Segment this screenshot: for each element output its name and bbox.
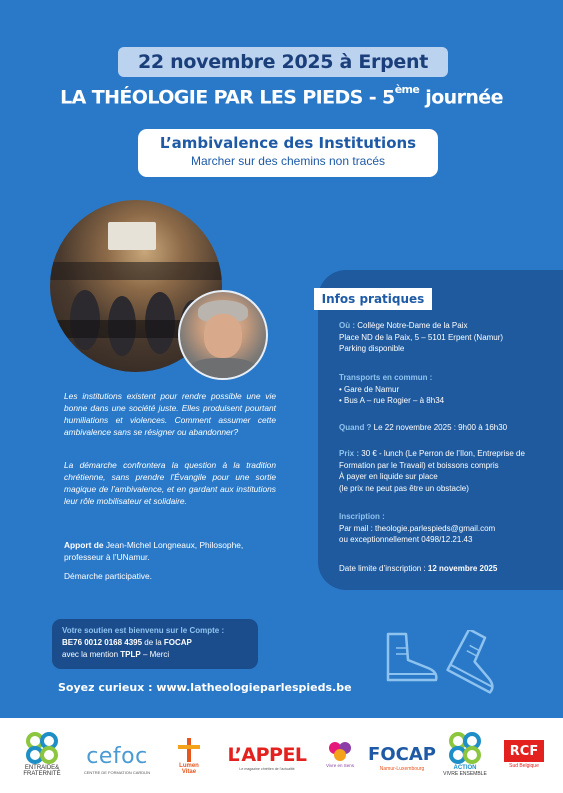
- title-end: journée: [419, 86, 503, 109]
- registration-line-2: ou exceptionnellement 0498/12.21.43: [339, 535, 473, 544]
- title-main: LA THÉOLOGIE PAR LES PIEDS - 5: [60, 86, 395, 109]
- theme-title: L’ambivalence des Institutions: [159, 134, 417, 152]
- lappel-logo: L’APPEL Le magazine chrétien de l’actualité: [227, 744, 307, 771]
- date-block: [339, 422, 554, 434]
- speaker-label: Apport de: [64, 540, 104, 550]
- location-line-2: Place ND de la Paix, 5 – 5101 Erpent (Namur): [339, 332, 504, 342]
- deadline-block: [339, 563, 554, 575]
- action-vivre-ensemble-logo: ACTION VIVRE ENSEMBLE: [440, 732, 490, 777]
- speaker-portrait: [178, 290, 268, 380]
- deadline-text: Date limite d’inscription :: [339, 564, 428, 573]
- focap-logo: FOCAP Namur-Luxembourg: [368, 744, 436, 772]
- speaker-text: Jean-Michel Longneaux, Philosophe, professeur à l’UNamur.: [64, 540, 244, 562]
- location-line-1: Collège Notre-Dame de la Paix: [355, 321, 468, 330]
- price-block: [339, 448, 554, 494]
- registration-line-1[interactable]: Par mail : theologie.parlespieds@gmail.com: [339, 523, 496, 533]
- action-vivre-ensemble-icon: [445, 732, 485, 764]
- support-account-line: BE76 0012 0168 4395 de la FOCAP: [62, 638, 192, 647]
- account-org: FOCAP: [163, 638, 192, 647]
- registration-block: [339, 511, 554, 546]
- when-text: Le 22 novembre 2025 : 9h00 à 16h30: [371, 423, 508, 432]
- event-title: [0, 83, 563, 109]
- account-number: BE76 0012 0168 4395: [62, 638, 143, 647]
- lumen-vitae-cross-icon: [178, 738, 200, 762]
- transport-block: [339, 372, 554, 407]
- info-heading: Infos pratiques: [314, 288, 432, 310]
- deadline-date: 12 novembre 2025: [427, 564, 498, 573]
- description-paragraph-1: Les institutions existent pour rendre possible une vie bonne dans une société juste. Elles produisent pourtant humiliations et violences. Comment assumer cette ambivalence sans se résigner ou abandonner?: [64, 391, 276, 437]
- transport-line-1: • Gare de Namur: [339, 384, 400, 394]
- theme-box: [138, 129, 438, 177]
- support-label: Votre soutien est bienvenu sur le Compte :: [62, 626, 225, 635]
- partner-logos: [0, 718, 563, 793]
- lumen-vitae-logo: Lumen Vitae: [164, 738, 214, 775]
- entraide-fraternite-logo: ENTRAIDE& FRATERNITÉ: [16, 732, 68, 777]
- vivre-en-sens-logo: Vivre en Sens: [318, 740, 362, 768]
- rcf-badge: RCF: [504, 740, 544, 762]
- hiking-boot-icon: [444, 630, 506, 696]
- website-link[interactable]: Soyez curieux : www.latheologieparlespieds.be: [58, 681, 352, 694]
- speaker-info: [64, 539, 276, 563]
- vivre-en-sens-icon: [327, 740, 353, 762]
- rcf-logo: RCF Sud Belgique: [500, 740, 548, 769]
- location-line-3: Parking disponible: [339, 344, 405, 353]
- description-paragraph-2: La démarche confrontera la question à la tradition chrétienne, sans prendre l’Évangile pour une sortie magique de l’ambivalence, et en gardant aux institutions leur rôle mobilisateur et solidaire.: [64, 460, 276, 506]
- when-label: Quand ?: [339, 423, 372, 432]
- title-superscript: ème: [394, 83, 420, 96]
- event-date-banner: [118, 47, 448, 77]
- price-label: Prix :: [339, 449, 360, 458]
- support-box: [52, 619, 258, 669]
- event-date: 22 novembre 2025 à Erpent: [137, 51, 429, 73]
- location-label: Où :: [339, 321, 355, 330]
- price-line-3: À payer en liquide sur place: [339, 472, 438, 481]
- registration-label: Inscription :: [339, 512, 385, 521]
- projection-screen: [108, 222, 156, 250]
- entraide-logo-icon: [22, 732, 62, 764]
- walking-shoe-icon: [380, 630, 442, 688]
- mention-code: TPLP: [120, 650, 141, 659]
- cefoc-logo: cefoc CENTRE DE FORMATION CARDIJN: [83, 744, 151, 775]
- price-line-1: 30 € - lunch (Le Perron de l’Ilon, Entreprise de: [359, 449, 525, 458]
- price-line-2: Formation par le Travail) et boissons compris: [339, 460, 499, 470]
- location-block: [339, 320, 554, 355]
- transport-line-2: • Bus A – rue Rogier – à 8h34: [339, 396, 445, 405]
- participative-note: Démarche participative.: [64, 571, 152, 581]
- theme-subtitle: Marcher sur des chemins non tracés: [190, 154, 386, 168]
- support-mention-line: avec la mention TPLP – Merci: [62, 650, 170, 659]
- transport-label: Transports en commun :: [339, 373, 433, 382]
- price-line-4: (le prix ne peut pas être un obstacle): [339, 483, 469, 493]
